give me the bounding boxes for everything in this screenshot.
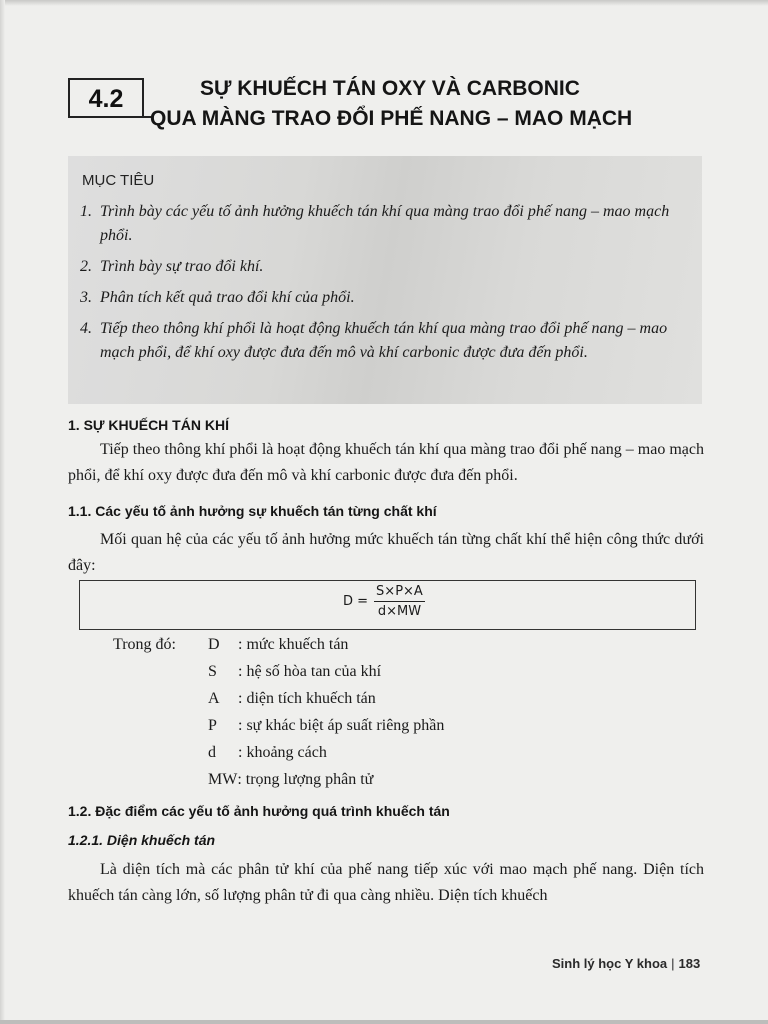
objective-item [78, 200, 696, 248]
legend-symbol: d [208, 744, 216, 761]
page-edge-bottom [0, 1020, 768, 1024]
footer-separator: | [671, 956, 675, 971]
legend-symbol: MW [208, 771, 238, 788]
legend-description: : trọng lượng phân tử [237, 771, 374, 788]
legend-row [208, 744, 327, 762]
objective-text: Phân tích kết quả trao đổi khí của phổi. [100, 289, 355, 306]
page-edge-left [0, 0, 5, 1024]
legend-description: : khoảng cách [238, 744, 327, 761]
section-title-line-1: SỰ KHUẾCH TÁN OXY VÀ CARBONIC [200, 77, 580, 100]
objectives-list [78, 200, 696, 372]
diffusion-formula [343, 584, 425, 619]
objective-text: Tiếp theo thông khí phổi là hoạt động khuếch tán khí qua màng trao đổi phế nang – mao mạch phổi, để khí oxy được đưa đến mô và khí carbonic được đưa đến phổi. [100, 320, 668, 361]
legend-row [208, 771, 373, 789]
formula-denominator: d×MW [377, 604, 422, 619]
paragraph-diffusion-intro: Tiếp theo thông khí phổi là hoạt động khuếch tán khí qua màng trao đổi phế nang – mao mạch phổi, để khí oxy được đưa đến mô và khí carbonic được đưa đến phổi. [68, 441, 704, 484]
heading-diffusion-area: 1.2.1. Diện khuếch tán [68, 832, 216, 848]
legend-intro: Trong đó: [113, 636, 176, 653]
legend-description: : mức khuếch tán [238, 636, 349, 653]
heading-factors: 1.1. Các yếu tố ảnh hưởng sự khuếch tán từng chất khí [68, 503, 437, 519]
legend-description: : diện tích khuếch tán [238, 690, 376, 707]
legend-description: : hệ số hòa tan của khí [238, 663, 382, 680]
legend-symbol: S [208, 663, 217, 680]
objective-number: 2. [80, 258, 92, 275]
legend-symbol: A [208, 690, 220, 707]
legend-symbol: D [208, 636, 220, 653]
legend-row [208, 636, 348, 654]
objective-number: 4. [80, 320, 92, 337]
paragraph-formula-intro: Mối quan hệ của các yếu tố ảnh hưởng mức khuếch tán từng chất khí thể hiện công thức dưới đây: [68, 531, 704, 574]
heading-diffusion-factors: 1.2. Đặc điểm các yếu tố ảnh hưởng quá trình khuếch tán [68, 803, 450, 819]
objective-number: 1. [80, 203, 92, 220]
section-title [150, 74, 710, 134]
footer-book-title: Sinh lý học Y khoa [552, 956, 668, 971]
formula-fraction [374, 584, 425, 619]
formula-lhs: D = [343, 594, 369, 609]
page-number: 183 [678, 956, 701, 971]
legend-row [208, 717, 444, 735]
objectives-heading: MỤC TIÊU [82, 172, 155, 189]
legend-symbol: P [208, 717, 217, 734]
formula-numerator: S×P×A [374, 584, 425, 602]
paragraph-diffusion-area: Là diện tích mà các phân tử khí của phế nang tiếp xúc với mao mạch phế nang. Diện tích khuếch tán càng lớn, số lượng phân tử đi qua càng nhiều. Diện tích khuếch [68, 861, 704, 904]
legend-row [208, 690, 376, 708]
objective-text: Trình bày các yếu tố ảnh hưởng khuếch tán khí qua màng trao đổi phế nang – mao mạch phổi. [100, 203, 670, 244]
section-title-line-2: QUA MÀNG TRAO ĐỔI PHẾ NANG – MAO MẠCH [150, 107, 633, 130]
objective-text: Trình bày sự trao đổi khí. [100, 258, 264, 275]
page-edge-top [0, 0, 768, 6]
objective-item [78, 286, 696, 310]
section-number-box: 4.2 [68, 78, 144, 118]
legend-description: : sự khác biệt áp suất riêng phần [238, 717, 445, 734]
heading-diffusion: 1. SỰ KHUẾCH TÁN KHÍ [68, 417, 229, 433]
section-number-underline [68, 116, 152, 118]
page-footer [552, 956, 700, 971]
objective-number: 3. [80, 289, 92, 306]
legend-row [208, 663, 381, 681]
objective-item [78, 317, 696, 365]
objective-item [78, 255, 696, 279]
